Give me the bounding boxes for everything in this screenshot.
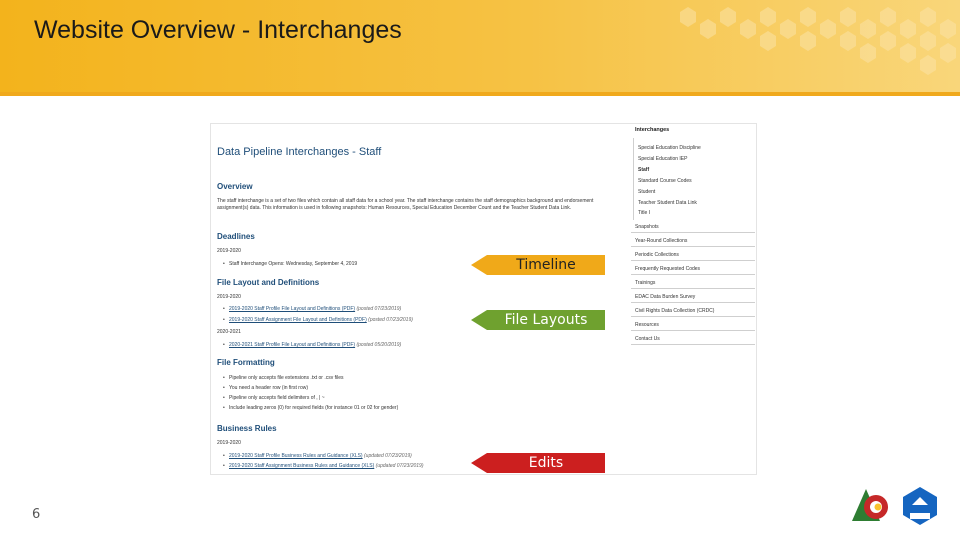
- sidebar-subitem[interactable]: Student: [638, 189, 656, 195]
- sidebar-item[interactable]: Periodic Collections: [631, 249, 755, 261]
- colorado-logo-icon: [852, 489, 888, 521]
- timeline-callout: [471, 255, 605, 275]
- posted-note: (posted 07/23/2019): [356, 306, 402, 312]
- sidebar-subitem[interactable]: Title I: [638, 210, 651, 216]
- sidebar-subitem[interactable]: Special Education Discipline: [638, 145, 701, 151]
- file-layout-link[interactable]: 2020-2021 Staff Profile File Layout and Definitions (PDF): [229, 342, 356, 348]
- formatting-item: • You need a header row (in first row): [229, 385, 308, 391]
- callout-label: Timeline: [516, 257, 576, 273]
- deadlines-year: 2019-2020: [217, 248, 241, 254]
- file-formatting-heading: File Formatting: [217, 358, 275, 367]
- header-divider: [0, 92, 960, 96]
- sidebar-item[interactable]: Year-Round Collections: [631, 235, 755, 247]
- business-rules-item: [229, 453, 412, 459]
- file-layout-item: [229, 306, 401, 312]
- sidebar-item[interactable]: Frequently Requested Codes: [631, 263, 755, 275]
- sidebar-item[interactable]: Trainings: [631, 277, 755, 289]
- file-layout-link[interactable]: 2019-2020 Staff Profile File Layout and Definitions (PDF): [229, 306, 356, 312]
- business-rules-link[interactable]: 2019-2020 Staff Profile Business Rules and Guidance (XLS): [229, 453, 363, 459]
- updated-note: (updated 07/23/2019): [364, 453, 412, 459]
- file-layout-item: [229, 317, 413, 323]
- business-rules-heading: Business Rules: [217, 424, 277, 433]
- overview-text: The staff interchange is a set of two files which contain all staff data for a school year. The staff interchange contains the staff demographics background and endorsement assignment(s) data. This information is used in following snapshots: Human Resources, Special Education December Count and the Teacher Student Data Link.: [217, 198, 594, 211]
- sidebar-heading[interactable]: Interchanges: [635, 127, 670, 133]
- file-layout-link[interactable]: 2019-2020 Staff Assignment File Layout and Definitions (PDF): [229, 317, 367, 323]
- sidebar-subitem[interactable]: Special Education IEP: [638, 156, 688, 162]
- posted-note: (posted 07/23/2019): [368, 317, 413, 323]
- formatting-item: • Include leading zeros (0) for required fields (for instance 01 or 02 for gender): [229, 405, 398, 411]
- file-layouts-callout: [471, 310, 605, 330]
- overview-heading: Overview: [217, 182, 253, 191]
- callout-label: File Layouts: [504, 312, 588, 328]
- file-layout-year-2: 2020-2021: [217, 329, 241, 335]
- sidebar-subitem[interactable]: Standard Course Codes: [638, 178, 692, 184]
- logos: [848, 485, 944, 529]
- sidebar-item[interactable]: EDAC Data Burden Survey: [631, 291, 755, 303]
- formatting-item: • Pipeline only accepts file extensions .txt or .csv files: [229, 375, 344, 381]
- file-layout-item: [229, 342, 401, 348]
- sidebar-item[interactable]: Contact Us: [631, 333, 755, 345]
- business-rules-link[interactable]: 2019-2020 Staff Assignment Business Rules and Guidance (XLS): [229, 463, 375, 469]
- slide-number: 6: [32, 507, 41, 522]
- business-rules-year: 2019-2020: [217, 440, 241, 446]
- posted-note: (posted 05/20/2019): [356, 342, 402, 348]
- main-content: [211, 124, 616, 474]
- business-rules-item: [229, 463, 424, 469]
- sidebar-item[interactable]: Resources: [631, 319, 755, 331]
- page-title: Data Pipeline Interchanges - Staff: [217, 146, 382, 158]
- cde-logo-icon: [903, 487, 937, 525]
- callout-label: Edits: [528, 455, 564, 471]
- slide-title: Website Overview - Interchanges: [34, 16, 402, 44]
- sidebar-subitem[interactable]: Teacher Student Data Link: [638, 200, 697, 206]
- updated-note: (updated 07/23/2019): [375, 463, 424, 469]
- website-screenshot: [211, 124, 756, 474]
- hexagon-pattern: [660, 0, 960, 90]
- sidebar-sublist: [633, 138, 756, 220]
- sidebar-nav: [631, 124, 756, 474]
- sidebar-subitem-active[interactable]: Staff: [638, 167, 650, 173]
- deadlines-heading: Deadlines: [217, 232, 255, 241]
- slide-header: [0, 0, 960, 95]
- sidebar-item[interactable]: Civil Rights Data Collection (CRDC): [631, 305, 755, 317]
- deadline-item: • Staff Interchange Opens: Wednesday, September 4, 2019: [229, 261, 357, 267]
- edits-callout: [471, 453, 605, 473]
- file-layout-heading: File Layout and Definitions: [217, 278, 320, 287]
- file-layout-year-1: 2019-2020: [217, 294, 241, 300]
- formatting-item: • Pipeline only accepts field delimiters of , | ~: [229, 395, 325, 401]
- sidebar-item[interactable]: Snapshots: [631, 221, 755, 233]
